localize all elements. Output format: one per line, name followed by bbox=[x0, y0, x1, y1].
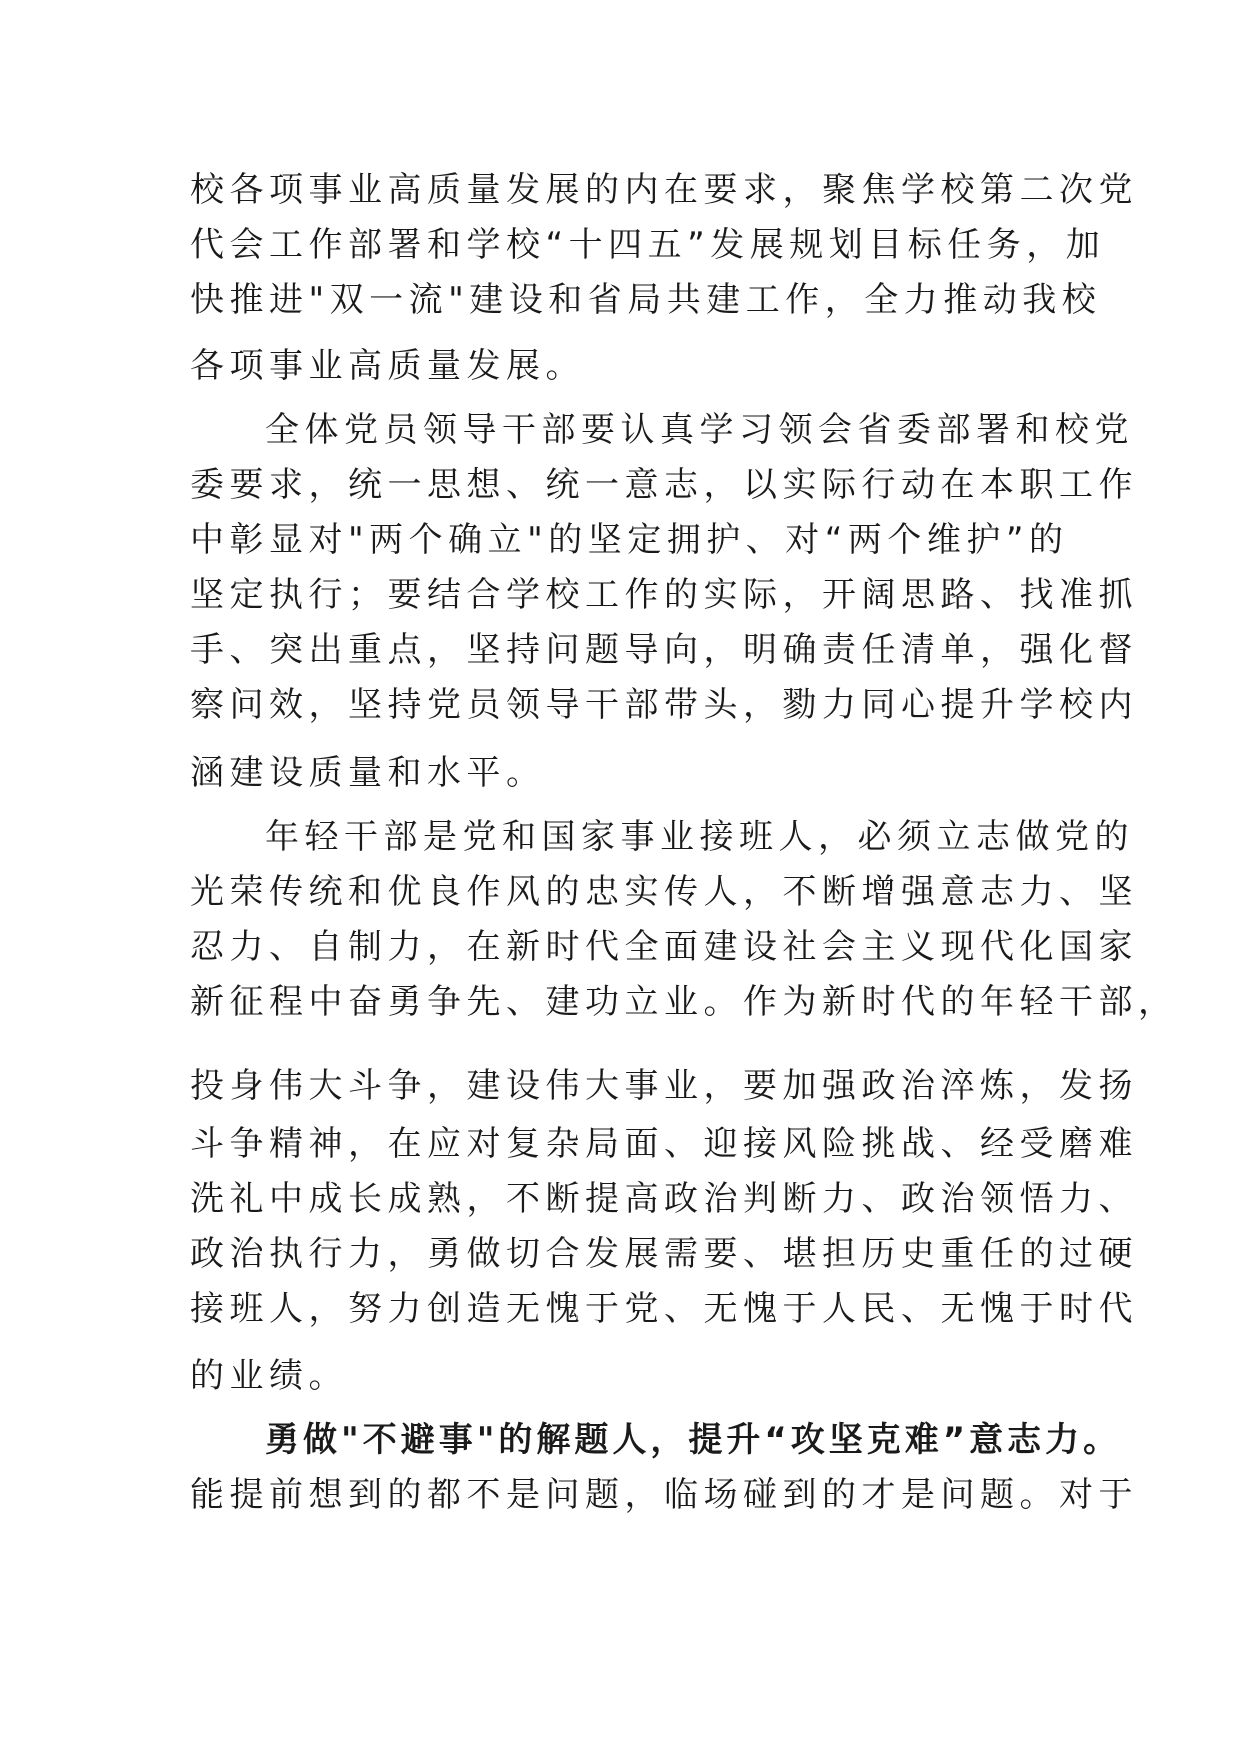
text-line: 手、突出重点，坚持问题导向，明确责任清单，强化督 bbox=[190, 630, 1138, 670]
paragraph-first-line: 年轻干部是党和国家事业接班人，必须立志做党的 bbox=[265, 817, 1134, 857]
text-line: 新征程中奋勇争先、建功立业。作为新时代的年轻干部， bbox=[190, 982, 1178, 1022]
text-line: 快推进"双一流"建设和省局共建工作，全力推动我校 bbox=[190, 280, 1102, 320]
text-line: 接班人，努力创造无愧于党、无愧于人民、无愧于时代 bbox=[190, 1289, 1138, 1329]
text-line: 光荣传统和优良作风的忠实传人，不断增强意志力、坚 bbox=[190, 872, 1138, 912]
text-line: 能提前想到的都不是问题，临场碰到的才是问题。对于 bbox=[190, 1475, 1138, 1515]
text-line: 各项事业高质量发展。 bbox=[190, 346, 585, 386]
paragraph-first-line: 全体党员领导干部要认真学习领会省委部署和校党 bbox=[265, 410, 1134, 450]
text-line: 坚定执行；要结合学校工作的实际，开阔思路、找准抓 bbox=[190, 575, 1138, 615]
section-heading: 勇做"不避事"的解题人，提升“攻坚克难”意志力。 bbox=[265, 1420, 1122, 1460]
text-line: 斗争精神，在应对复杂局面、迎接风险挑战、经受磨难 bbox=[190, 1124, 1138, 1164]
text-line: 校各项事业高质量发展的内在要求，聚焦学校第二次党 bbox=[190, 170, 1138, 210]
text-line: 涵建设质量和水平。 bbox=[190, 753, 546, 793]
text-line: 政治执行力，勇做切合发展需要、堪担历史重任的过硬 bbox=[190, 1234, 1138, 1274]
text-line: 中彰显对"两个确立"的坚定拥护、对“两个维护”的 bbox=[190, 520, 1069, 560]
text-line: 委要求，统一思想、统一意志，以实际行动在本职工作 bbox=[190, 465, 1138, 505]
text-line: 代会工作部署和学校“十四五”发展规划目标任务，加 bbox=[190, 225, 1106, 265]
text-line: 忍力、自制力，在新时代全面建设社会主义现代化国家 bbox=[190, 927, 1138, 967]
text-line: 察问效，坚持党员领导干部带头，勠力同心提升学校内 bbox=[190, 685, 1138, 725]
text-line: 投身伟大斗争，建设伟大事业，要加强政治淬炼，发扬 bbox=[190, 1066, 1138, 1106]
text-line: 的业绩。 bbox=[190, 1356, 348, 1396]
text-line: 洗礼中成长成熟，不断提高政治判断力、政治领悟力、 bbox=[190, 1179, 1138, 1219]
